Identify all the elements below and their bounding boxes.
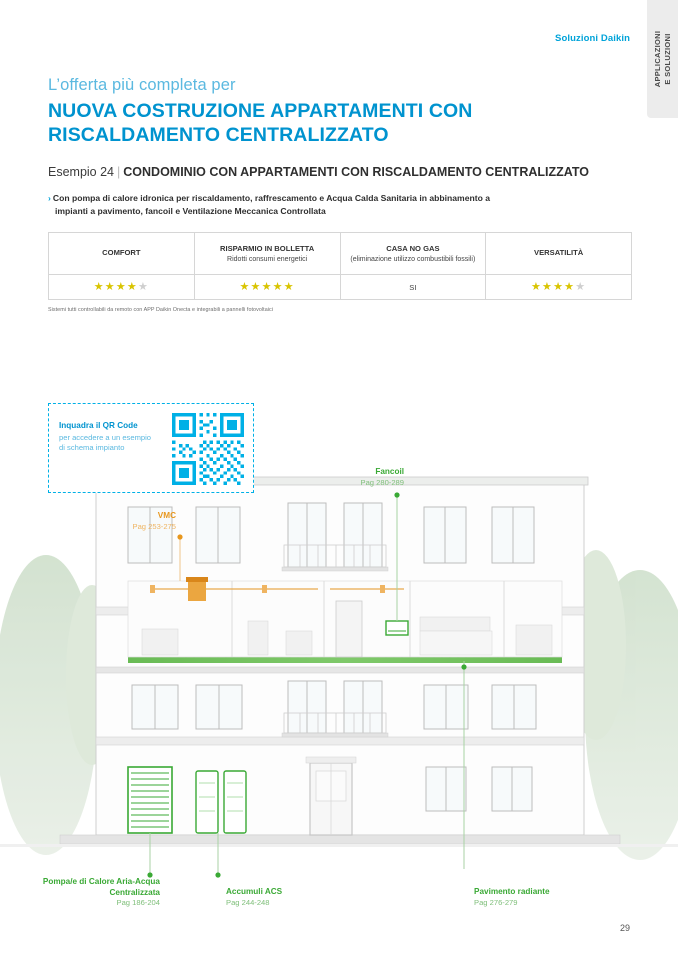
- example-title: CONDOMINIO CON APPARTAMENTI CON RISCALDAMENTO CENTRALIZZATO: [123, 165, 589, 179]
- star-rating: ★★★★★: [530, 280, 587, 293]
- callout-heatpump: [14, 877, 160, 908]
- rating-nogas: [340, 275, 486, 300]
- rating-nogas-text: SI: [409, 282, 417, 292]
- qr-subtitle-line1: per accedere a un esempio: [59, 433, 152, 442]
- qr-subtitle: [59, 433, 169, 453]
- callout-heatpump-page: Pag 186-204: [116, 898, 160, 907]
- callout-vmc-label: VMC: [157, 511, 176, 520]
- callout-acs-page: Pag 244-248: [226, 897, 270, 907]
- callout-pavimento: [474, 887, 550, 908]
- callout-pavimento-page: Pag 276-279: [474, 897, 518, 907]
- callout-pavimento-label: Pavimento radiante: [474, 887, 550, 896]
- example-separator: |: [117, 165, 121, 179]
- callout-vmc: [96, 511, 176, 532]
- rating-versatilita: [486, 275, 632, 300]
- table-col-nogas-sub: (eliminazione utilizzo combustibili fossili): [350, 255, 476, 263]
- table-col-risparmio-title: RISPARMIO IN BOLLETTA: [220, 243, 315, 253]
- qr-subtitle-line2: di schema impianto: [59, 443, 125, 452]
- qr-text: [59, 420, 169, 453]
- building-illustration: [0, 385, 678, 925]
- table-footnote: Sistemi tutti controllabili da remoto con APP Daikin Onecta e integrabili a pannelli fotovoltaici: [48, 307, 273, 313]
- table-header-row: [49, 233, 632, 275]
- table-col-comfort: [49, 233, 195, 275]
- ratings-table: [48, 232, 632, 300]
- qr-code-image[interactable]: [172, 413, 244, 485]
- description-line2: impianti a pavimento, fancoil e Ventilazione Meccanica Controllata: [55, 206, 326, 216]
- callout-acs-label: Accumuli ACS: [226, 887, 283, 896]
- star-rating: ★★★★★: [239, 280, 295, 293]
- example-label: Esempio 24: [48, 165, 115, 179]
- section-tab-line1: APPLICAZIONI: [652, 30, 662, 88]
- description-bullet: [48, 192, 608, 218]
- table-col-versatilita-title: VERSATILITÀ: [534, 248, 584, 257]
- brand-label: Soluzioni Daikin: [555, 33, 630, 44]
- page-kicker: L’offerta più completa per: [48, 76, 236, 94]
- table-col-versatilita: [486, 233, 632, 275]
- table-col-risparmio: [194, 233, 340, 275]
- description-line1: Con pompa di calore idronica per riscaldamento, raffrescamento e Acqua Calda Sanitaria in abbinamento a: [52, 193, 490, 203]
- example-heading: [48, 165, 632, 179]
- page-number: 29: [619, 923, 630, 933]
- star-rating: ★★★★★: [93, 280, 150, 293]
- page-content: [48, 0, 632, 313]
- table-value-row: [49, 275, 632, 300]
- qr-callout-box: [48, 403, 254, 493]
- section-tab-text: [653, 31, 673, 88]
- callout-fancoil-label: Fancoil: [375, 467, 404, 476]
- callout-acs: [226, 887, 282, 908]
- table-col-nogas-title: CASA NO GAS: [386, 243, 440, 253]
- rating-risparmio: [194, 275, 340, 300]
- callout-heatpump-label: Pompa/e di Calore Aria-Acqua Centralizzata: [42, 877, 160, 897]
- rating-comfort: [49, 275, 195, 300]
- page-title: NUOVA COSTRUZIONE APPARTAMENTI CON RISCALDAMENTO CENTRALIZZATO: [48, 100, 473, 146]
- table-col-nogas: [340, 233, 486, 275]
- table-col-comfort-title: COMFORT: [102, 248, 141, 257]
- section-tab: [647, 0, 678, 118]
- callout-fancoil: [300, 467, 404, 488]
- qr-title: Inquadra il QR Code: [59, 421, 138, 430]
- section-tab-line2: E SOLUZIONI: [662, 33, 672, 85]
- callout-fancoil-page: Pag 280-289: [360, 477, 404, 487]
- chevron-right-icon: ›: [48, 193, 51, 203]
- table-col-risparmio-sub: Ridotti consumi energetici: [227, 255, 308, 263]
- callout-vmc-page: Pag 253-275: [132, 521, 176, 531]
